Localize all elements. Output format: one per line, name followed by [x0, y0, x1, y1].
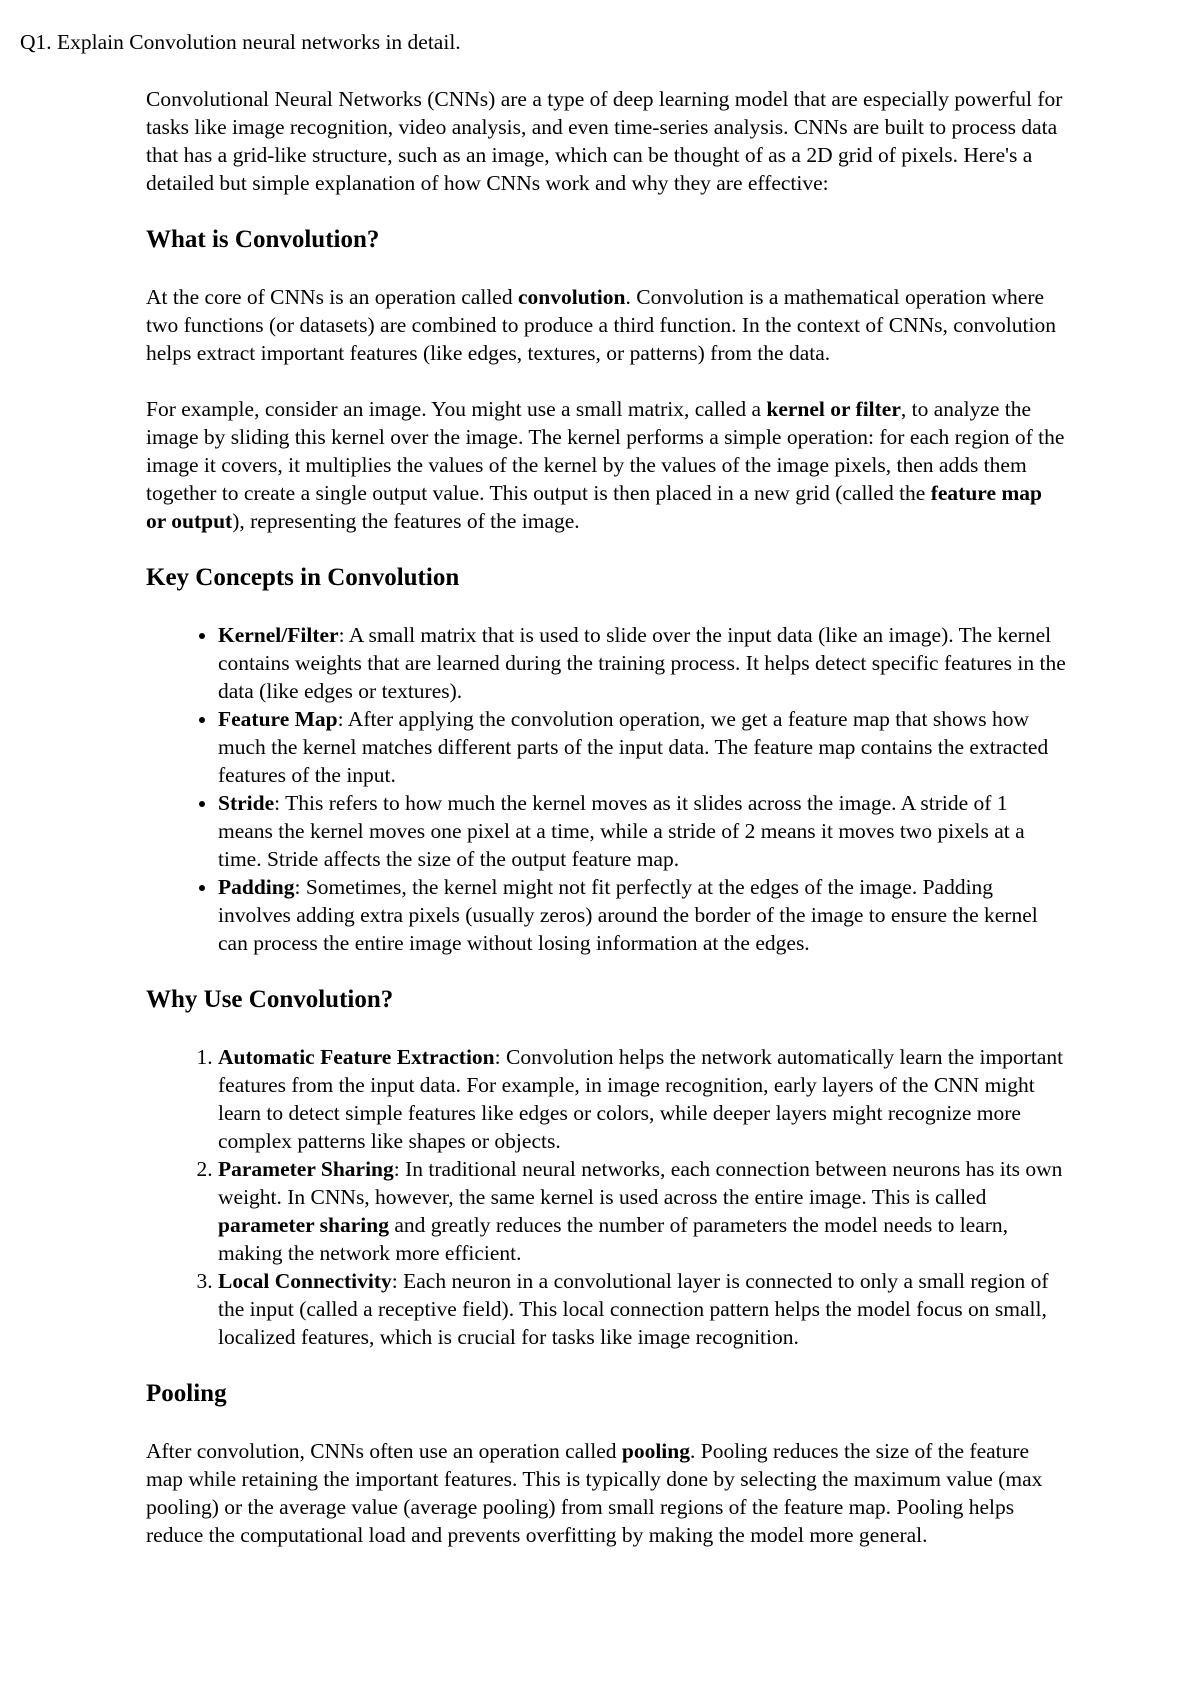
why-use-list	[146, 1043, 1066, 1351]
intro-paragraph: Convolutional Neural Networks (CNNs) are a type of deep learning model that are especially powerful for tasks like image recognition, video analysis, and even time-series analysis. CNNs are built to process data that has a grid-like structure, such as an image, which can be thought of as a 2D grid of pixels. Here's a detailed but simple explanation of how CNNs work and why they are effective:	[146, 87, 1063, 195]
list-item-padding: • Padding: Sometimes, the kernel might not fit perfectly at the edges of the image. Padding involves adding extra pixels (usually zeros) around the border of the image to ensure the kernel can process the entire image without losing information at the edges.	[218, 873, 1066, 957]
heading-why-use-convolution: Why Use Convolution?	[146, 986, 394, 1013]
list-item-parameter-sharing: 2. Parameter Sharing: In traditional neural networks, each connection between neurons has its own weight. In CNNs, however, the same kernel is used across the entire image. This is called parameter sharing and greatly reduces the number of parameters the model needs to learn, making the network more efficient.	[218, 1155, 1066, 1267]
list-item-automatic-feature-extraction: 1. Automatic Feature Extraction: Convolution helps the network automatically learn the important features from the input data. For example, in image recognition, early layers of the CNN might learn to detect simple features like edges or colors, while deeper layers might recognize more complex patterns like shapes or objects.	[218, 1043, 1066, 1155]
question-title: Q1. Explain Convolution neural networks in detail.	[20, 30, 461, 54]
term-kernel-filter: kernel or filter	[766, 397, 901, 421]
heading-key-concepts: Key Concepts in Convolution	[146, 564, 460, 591]
list-item-stride: • Stride: This refers to how much the kernel moves as it slides across the image. A stride of 1 means the kernel moves one pixel at a time, while a stride of 2 means it moves two pixels at a time. Stride affects the size of the output feature map.	[218, 789, 1066, 873]
term-convolution: convolution	[517, 285, 626, 309]
list-item-local-connectivity: 3. Local Connectivity: Each neuron in a convolutional layer is connected to only a small region of the input (called a receptive field). This local connection pattern helps the model focus on small, localized features, which is crucial for tasks like image recognition.	[218, 1267, 1066, 1351]
list-item-kernel-filter: • Kernel/Filter: A small matrix that is used to slide over the input data (like an image). The kernel contains weights that are learned during the training process. It helps detect specific features in the data (like edges or textures).	[218, 621, 1066, 705]
list-item-feature-map: • Feature Map: After applying the convolution operation, we get a feature map that shows how much the kernel matches different parts of the input data. The feature map contains the extracted features of the input.	[218, 705, 1066, 789]
pooling-paragraph: After convolution, CNNs often use an operation called pooling. Pooling reduces the size of the feature map while retaining the important features. This is typically done by selecting the maximum value (max pooling) or the average value (average pooling) from small regions of the feature map. Pooling helps reduce the computational load and prevents overfitting by making the model more general.	[146, 1439, 1043, 1547]
convolution-definition-paragraph: At the core of CNNs is an operation called convolution. Convolution is a mathematical operation where two functions (or datasets) are combined to produce a third function. In the context of CNNs, convolution helps extract important features (like edges, textures, or patterns) from the data.	[146, 285, 1056, 365]
heading-what-is-convolution: What is Convolution?	[146, 226, 380, 253]
term-feature-map-output: feature map or output	[146, 481, 1042, 533]
document-body	[146, 85, 1066, 1577]
key-concepts-list	[146, 621, 1066, 957]
heading-pooling: Pooling	[146, 1380, 227, 1407]
kernel-example-paragraph: For example, consider an image. You might use a small matrix, called a kernel or filter, to analyze the image by sliding this kernel over the image. The kernel performs a simple operation: for each region of the image it covers, it multiplies the values of the kernel by the values of the image pixels, then adds them together to create a single output value. This output is then placed in a new grid (called the feature map or output), representing the features of the image.	[146, 397, 1065, 533]
term-pooling: pooling	[621, 1439, 690, 1463]
